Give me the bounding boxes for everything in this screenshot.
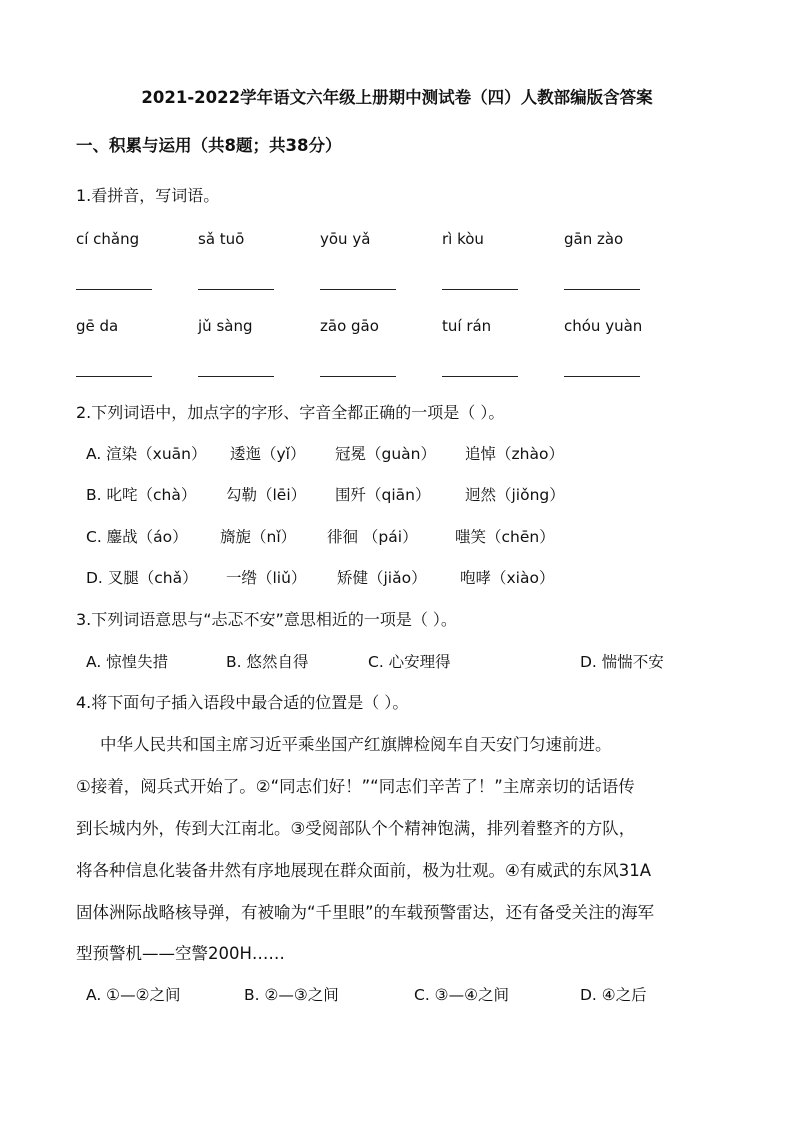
- option-c-word: 旖旎（nǐ）: [220, 528, 297, 546]
- pinyin-cell: rì kòu: [442, 230, 484, 248]
- question-4-stem: 4.将下面句子插入语段中最合适的位置是（ ）。: [76, 693, 409, 712]
- passage-line: 型预警机——空警200H……: [76, 944, 285, 963]
- passage-line: 固体洲际战略核导弹，有被喻为“千里眼”的车载预警雷达，还有备受关注的海军: [76, 903, 655, 922]
- pinyin-cell: sǎ tuō: [198, 230, 245, 248]
- answer-blank[interactable]: [198, 289, 274, 290]
- passage-line: ①接着，阅兵式开始了。②“同志们好！”“同志们辛苦了！”主席亲切的话语传: [76, 777, 635, 796]
- passage-line: 到长城内外，传到大江南北。③受阅部队个个精神饱满，排列着整齐的方队，: [76, 819, 636, 838]
- question-1-stem: 1.看拼音，写词语。: [76, 186, 220, 205]
- option-c-word: C. 鏖战（áo）: [86, 528, 188, 546]
- option-b[interactable]: B. 悠然自得: [226, 653, 309, 671]
- question-3-stem: 3.下列词语意思与“忐忑不安”意思相近的一项是（ ）。: [76, 610, 457, 629]
- option-b-word: B. 叱咤（chà）: [86, 486, 197, 504]
- option-b[interactable]: B. ②—③之间: [244, 986, 339, 1004]
- pinyin-cell: gān zào: [564, 230, 624, 248]
- answer-blank[interactable]: [320, 289, 396, 290]
- answer-blank[interactable]: [76, 376, 152, 377]
- answer-blank[interactable]: [76, 289, 152, 290]
- option-c-word: 嗤笑（chēn）: [455, 528, 555, 546]
- answer-blank[interactable]: [442, 376, 518, 377]
- option-d[interactable]: D. ④之后: [580, 986, 647, 1004]
- option-a-word: 冠冕（guàn）: [335, 445, 436, 463]
- answer-blank[interactable]: [320, 376, 396, 377]
- option-b-word: 迥然（jiǒng）: [465, 486, 565, 504]
- option-d-word: 一绺（liǔ）: [226, 569, 307, 587]
- option-c-word: 徘徊 （pái）: [327, 528, 418, 546]
- answer-blank[interactable]: [442, 289, 518, 290]
- option-d[interactable]: D. 惴惴不安: [580, 653, 664, 671]
- answer-blank[interactable]: [564, 376, 640, 377]
- option-d-word: 矫健（jiǎo）: [337, 569, 427, 587]
- pinyin-cell: yōu yǎ: [320, 230, 371, 248]
- section-heading: 一、积累与运用（共8题；共38分）: [76, 136, 342, 155]
- option-a-word: 追悼（zhào）: [465, 445, 564, 463]
- pinyin-cell: cí chǎng: [76, 230, 140, 248]
- pinyin-cell: zāo gāo: [320, 317, 379, 335]
- option-d-word: D. 叉腿（chǎ）: [86, 569, 198, 587]
- document-title: 2021-2022学年语文六年级上册期中测试卷（四）人教部编版含答案: [141, 88, 653, 107]
- option-c[interactable]: C. ③—④之间: [414, 986, 509, 1004]
- pinyin-cell: gē da: [76, 317, 119, 335]
- answer-blank[interactable]: [564, 289, 640, 290]
- option-a[interactable]: A. ①—②之间: [86, 986, 181, 1004]
- passage-line: 将各种信息化装备井然有序地展现在群众面前，极为壮观。④有威武的东风31A: [76, 861, 652, 880]
- option-c[interactable]: C. 心安理得: [368, 653, 451, 671]
- answer-blank[interactable]: [198, 376, 274, 377]
- option-a-word: 逶迤（yǐ）: [230, 445, 306, 463]
- pinyin-cell: tuí rán: [442, 317, 492, 335]
- option-b-word: 勾勒（lēi）: [226, 486, 307, 504]
- option-b-word: 围歼（qiān）: [335, 486, 431, 504]
- option-d-word: 咆哮（xiào）: [460, 569, 555, 587]
- option-a-word: A. 渲染（xuān）: [86, 445, 207, 463]
- pinyin-cell: chóu yuàn: [564, 317, 643, 335]
- pinyin-cell: jǔ sàng: [198, 317, 253, 335]
- question-2-stem: 2.下列词语中，加点字的字形、字音全都正确的一项是（ ）。: [76, 403, 505, 422]
- option-a[interactable]: A. 惊惶失措: [86, 653, 169, 671]
- passage-line: 中华人民共和国主席习近平乘坐国产红旗牌检阅车自天安门匀速前进。: [100, 735, 612, 754]
